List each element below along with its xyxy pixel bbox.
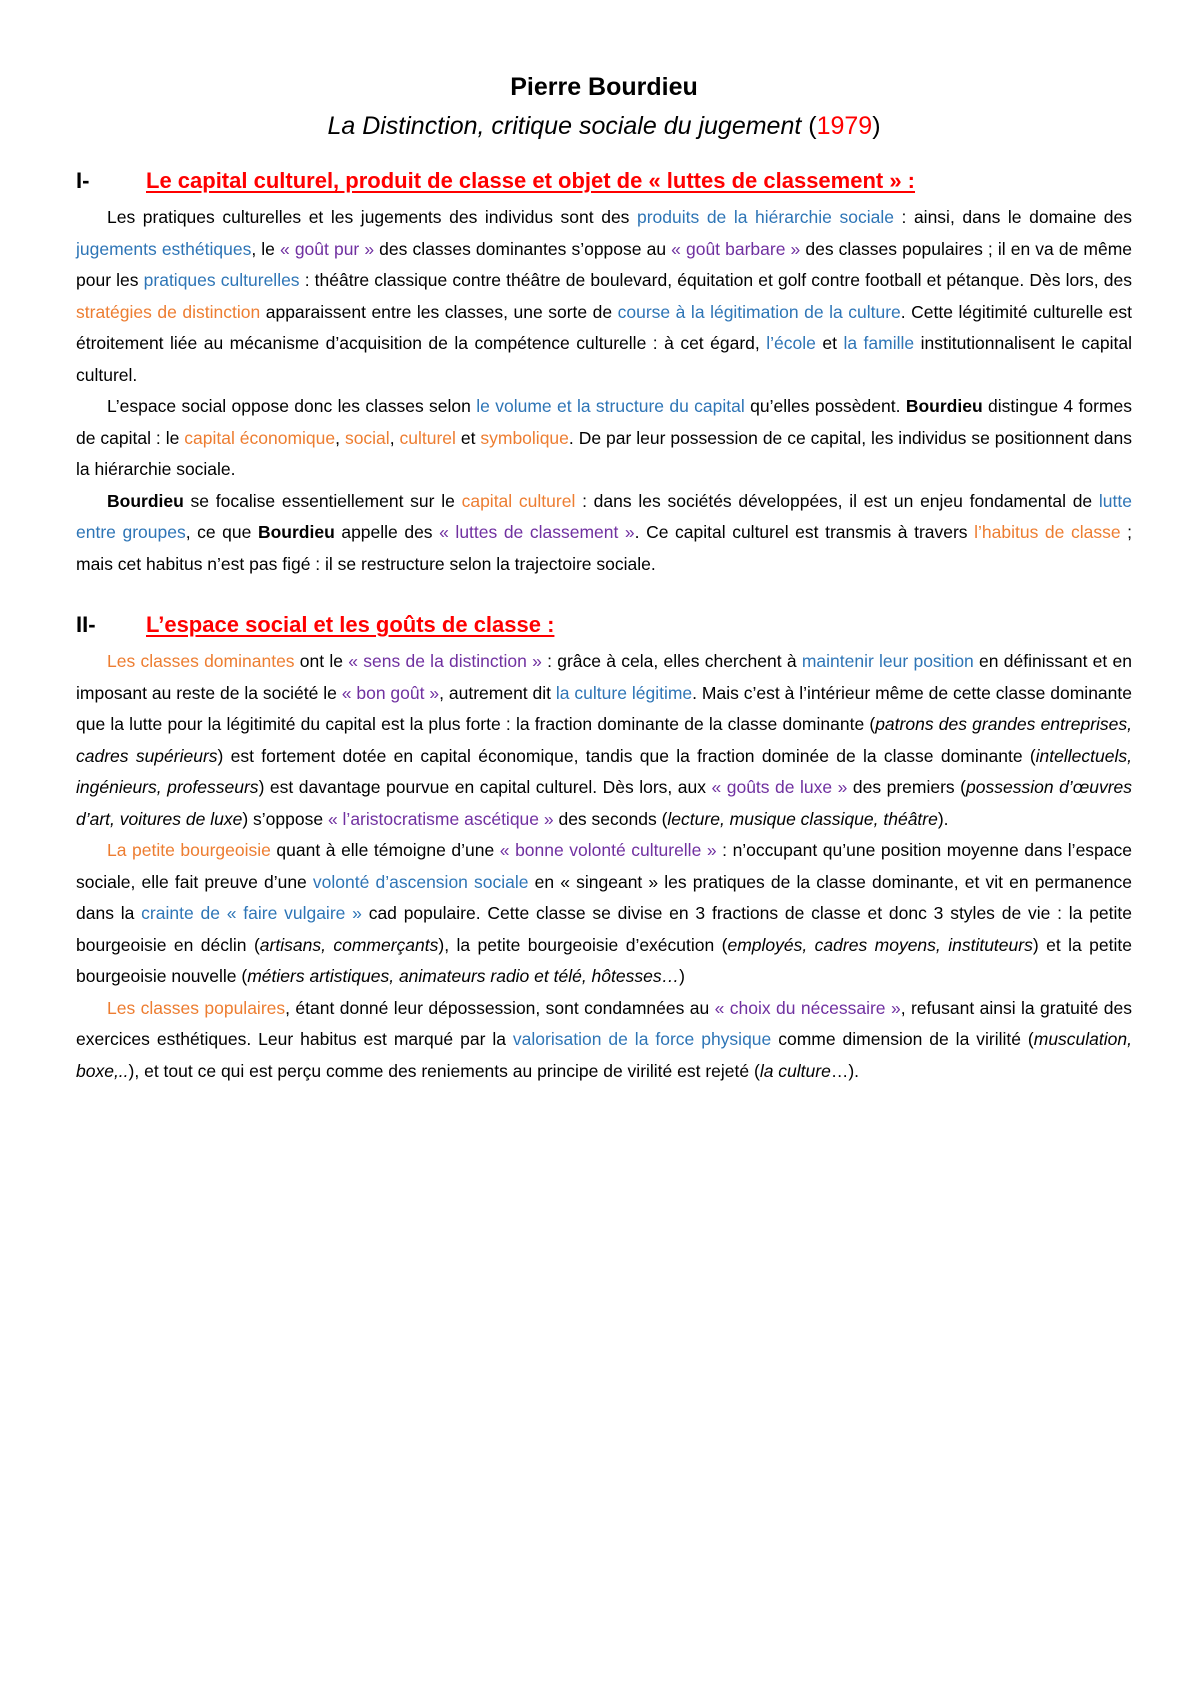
highlight-blue: volonté d’ascension sociale [312, 871, 529, 892]
text-run: : n’occupant qu’une position moyenne dans l’espace sociale, elle fait preuve d’une [76, 840, 1132, 892]
highlight-b: Bourdieu [905, 396, 983, 416]
highlight-purple: « sens de la distinction » [348, 651, 542, 671]
highlight-orange: symbolique [480, 427, 569, 448]
highlight-blue: course à la légitimation de la culture [617, 301, 901, 322]
text-run: ) est davantage pourvue en capital culturel. Dès lors, aux [258, 777, 712, 797]
highlight-purple: « goûts de luxe » [711, 777, 848, 797]
highlight-orange: capital culturel [461, 490, 576, 511]
highlight-orange: capital économique [184, 427, 336, 448]
highlight-orange: l’habitus de classe [974, 522, 1121, 542]
highlight-orange: Les classes dominantes [107, 651, 295, 671]
text-run: ) est fortement dotée en capital économique, tandis que la fraction dominée de la classe dominante ( [217, 745, 1036, 766]
publication-year: 1979 [816, 112, 873, 140]
text-run: ) [679, 966, 685, 986]
section-1-heading [76, 166, 1132, 196]
section-1-title: Le capital culturel, produit de classe et objet de « luttes de classement » : [146, 168, 916, 193]
paragraph [76, 646, 1132, 835]
text-run: en « singeant » les pratiques de la classe dominante, et vit en permanence dans la [76, 871, 1132, 923]
text-run: cad populaire. Cette classe se divise en 3 fractions de classe et donc 3 styles de vie : la petite bourgeoisie en déclin ( [76, 903, 1133, 955]
highlight-blue: la culture légitime [555, 682, 693, 703]
paragraph [76, 486, 1132, 581]
highlight-orange: stratégies de distinction [76, 301, 261, 322]
text-run: comme dimension de la virilité ( [771, 1029, 1034, 1049]
text-run: , [389, 427, 400, 448]
highlight-purple: « luttes de classement » [439, 522, 635, 542]
text-run: distingue 4 formes de capital : le [76, 396, 1132, 448]
highlight-blue: pratiques culturelles [143, 270, 300, 290]
text-run: des classes populaires ; il en va de même pour les [76, 238, 1133, 290]
text-run: , étant donné leur dépossession, sont condamnées au [285, 997, 715, 1018]
highlight-orange: Les classes populaires [107, 997, 286, 1018]
section-2 [76, 610, 1132, 1087]
text-run: ; mais cet habitus n’est pas figé : il se restructure selon la trajectoire sociale. [76, 522, 1132, 574]
work-title: La Distinction, critique sociale du jugement [327, 112, 802, 140]
year-close: ) [872, 112, 881, 140]
text-run: …). [830, 1060, 860, 1081]
highlight-b: Bourdieu [257, 522, 335, 542]
text-run: en définissant et en imposant au reste de la société le [76, 651, 1132, 703]
text-run: : théâtre classique contre théâtre de boulevard, équitation et golf contre football et pétanque. Dès lors, des [299, 270, 1132, 290]
highlight-purple: « bonne volonté culturelle » [499, 840, 717, 860]
text-run: Les pratiques culturelles et les jugements des individus sont des [107, 207, 637, 227]
text-run: , [335, 427, 345, 448]
highlight-i: patrons des grandes entreprises, cadres supérieurs [76, 714, 1133, 766]
paragraph [76, 391, 1132, 486]
text-run: apparaissent entre les classes, une sorte de [260, 301, 618, 322]
text-run: ), et tout ce qui est perçu comme des reniements au principe de virilité est rejeté ( [128, 1060, 760, 1081]
section-1 [76, 166, 1132, 580]
text-run: ) et la petite bourgeoisie nouvelle ( [76, 934, 1132, 986]
text-run: et [815, 333, 844, 353]
year-open: ( [801, 112, 817, 140]
text-run: : ainsi, dans le domaine des [893, 207, 1132, 227]
section-2-title: L’espace social et les goûts de classe : [146, 612, 555, 637]
highlight-blue: lutte entre groupes [76, 490, 1132, 542]
text-run: des seconds ( [553, 808, 668, 829]
highlight-purple: « l’aristocratisme ascétique » [327, 808, 554, 829]
text-run: ), la petite bourgeoisie d’exécution ( [438, 934, 728, 955]
highlight-blue: valorisation de la force physique [512, 1029, 772, 1049]
text-run: ). [937, 808, 949, 829]
highlight-blue: la famille [843, 333, 915, 353]
text-run: quant à elle témoigne d’une [270, 840, 500, 860]
text-run: , refusant ainsi la gratuité des exercices esthétiques. Leur habitus est marqué par la [76, 997, 1133, 1049]
text-run: , autrement dit [439, 682, 556, 703]
text-run: ) s’oppose [242, 808, 328, 829]
highlight-b: Bourdieu [107, 490, 184, 511]
section-2-heading [76, 610, 1132, 640]
highlight-orange: La petite bourgeoisie [107, 840, 271, 860]
document-page [76, 70, 1132, 1087]
text-run: institutionnalisent le capital culturel. [76, 333, 1132, 385]
page-subtitle [76, 108, 1132, 144]
highlight-purple: « choix du nécessaire » [714, 997, 901, 1018]
text-run: des classes dominantes s’oppose au [374, 238, 672, 259]
highlight-blue: crainte de « faire vulgaire » [141, 903, 362, 923]
highlight-purple: « goût barbare » [671, 238, 801, 259]
highlight-i: artisans, commerçants [259, 934, 439, 955]
text-run: . Ce capital culturel est transmis à travers [634, 522, 975, 542]
highlight-blue: produits de la hiérarchie sociale [637, 207, 894, 227]
text-run: . Mais c’est à l’intérieur même de cette classe dominante que la lutte pour la légitimité du capital est la plus forte : la fraction dominante de la classe dominante ( [76, 682, 1132, 734]
text-run: qu’elles possèdent. [744, 396, 906, 416]
section-2-number: II- [76, 612, 96, 637]
highlight-purple: « goût pur » [280, 238, 375, 259]
highlight-blue: jugements esthétiques [76, 238, 252, 259]
text-run: L’espace social oppose donc les classes selon [107, 396, 477, 416]
highlight-orange: culturel [399, 427, 456, 448]
text-run: , le [251, 238, 280, 259]
paragraph [76, 202, 1132, 391]
page-title: Pierre Bourdieu [510, 73, 698, 101]
text-run: . De par leur possession de ce capital, les individus se positionnent dans la hiérarchie sociale. [76, 427, 1133, 479]
highlight-i: métiers artistiques, animateurs radio et télé, hôtesses… [247, 966, 680, 986]
highlight-orange: social [344, 427, 390, 448]
text-run: se focalise essentiellement sur le [183, 490, 462, 511]
highlight-i: employés, cadres moyens, instituteurs [727, 934, 1033, 955]
section-1-number: I- [76, 168, 90, 193]
highlight-i: lecture, musique classique, théâtre [667, 808, 938, 829]
highlight-purple: « bon goût » [341, 682, 440, 703]
paragraph [76, 993, 1132, 1088]
text-run: , ce que [185, 522, 258, 542]
highlight-i: intellectuels, ingénieurs, professeurs [76, 745, 1132, 797]
text-run: ont le [294, 651, 349, 671]
text-run: : dans les sociétés développées, il est un enjeu fondamental de [575, 490, 1099, 511]
highlight-i: possession d’œuvres d’art, voitures de luxe [76, 777, 1133, 829]
paragraph [76, 835, 1132, 993]
text-run: . Cette légitimité culturelle est étroitement liée au mécanisme d’acquisition de la compétence culturelle : à cet égard, [76, 301, 1132, 353]
text-run: et [455, 427, 481, 448]
highlight-blue: le volume et la structure du capital [476, 396, 745, 416]
text-run: des premiers ( [847, 777, 967, 797]
text-run: : grâce à cela, elles cherchent à [541, 651, 802, 671]
text-run: appelle des [334, 522, 440, 542]
highlight-blue: l’école [766, 333, 816, 353]
highlight-blue: maintenir leur position [801, 651, 974, 671]
highlight-i: la culture [759, 1060, 831, 1081]
highlight-i: musculation, boxe,.. [76, 1029, 1132, 1081]
